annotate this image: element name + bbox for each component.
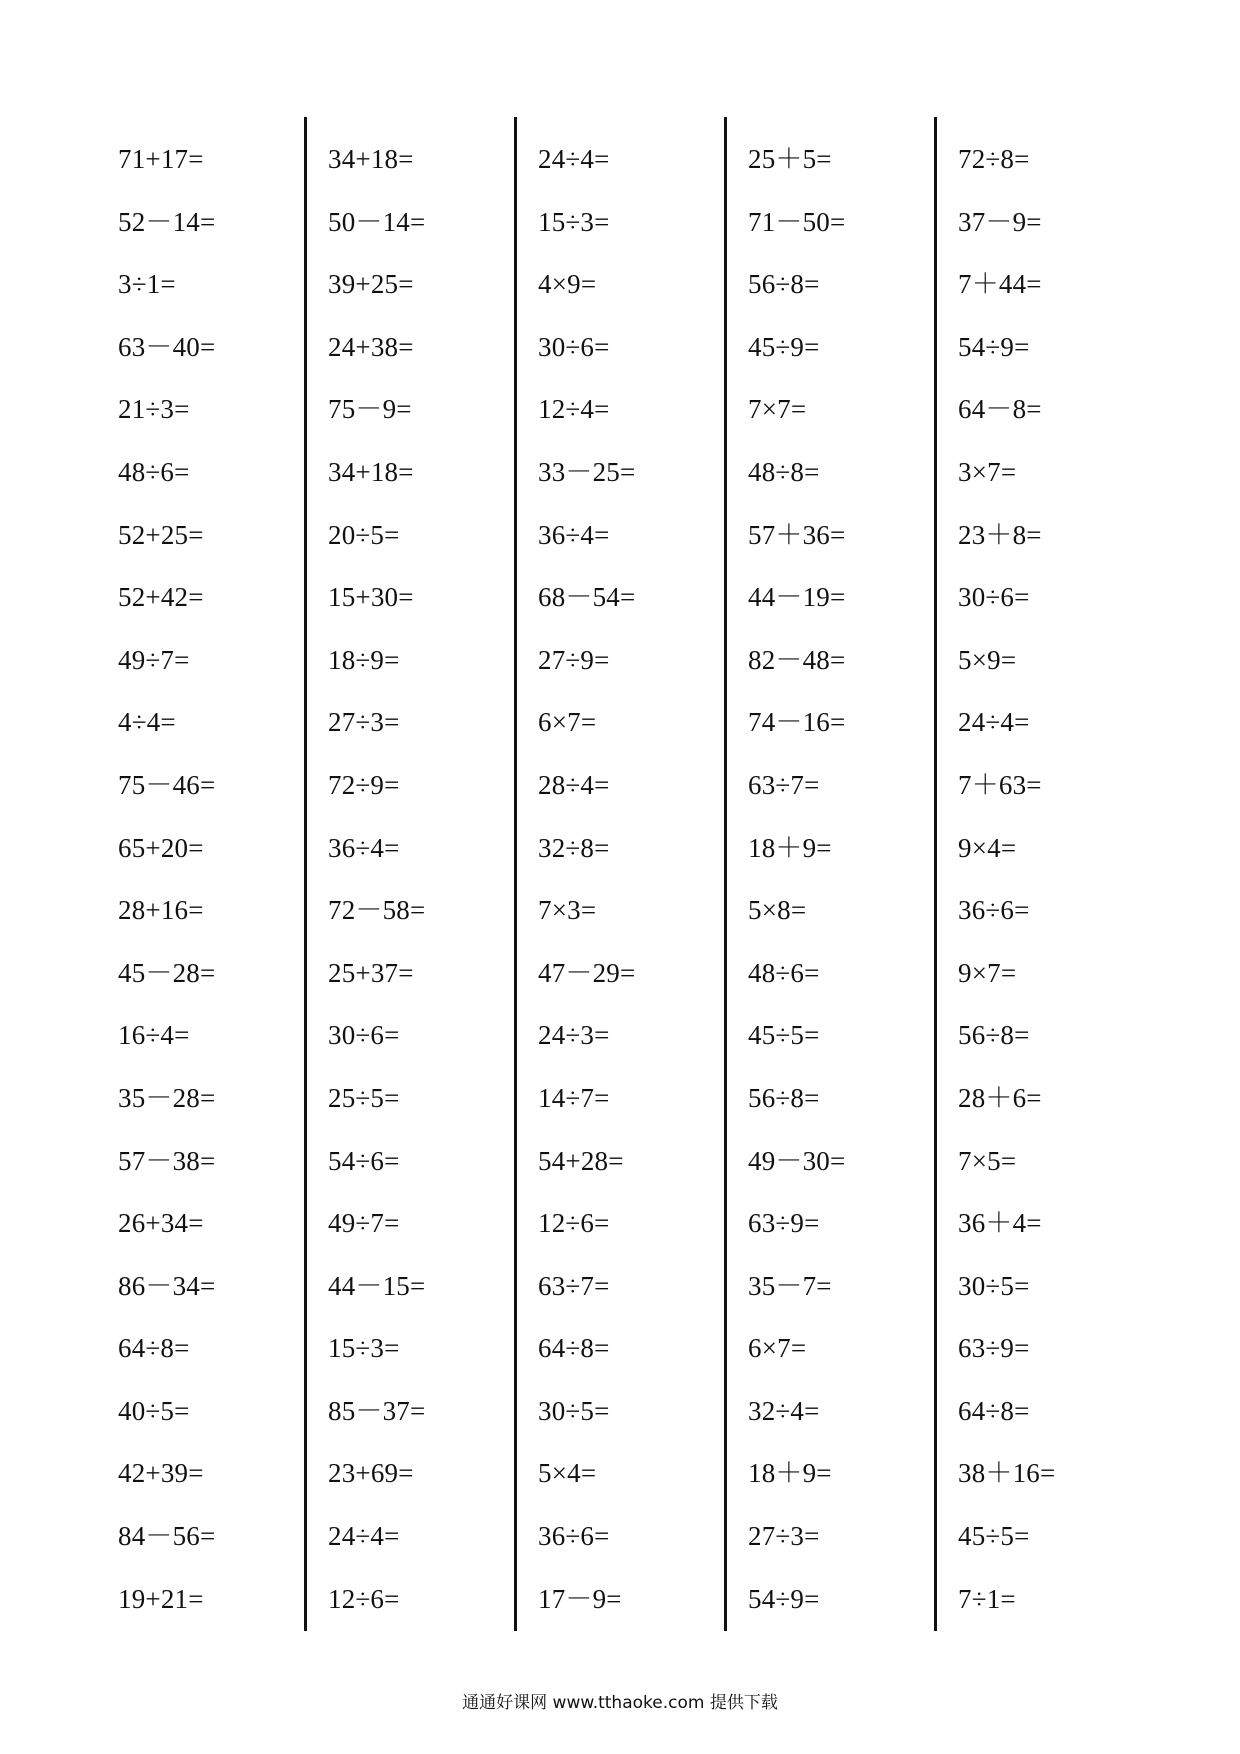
arithmetic-problem: 7＋63= (958, 769, 1042, 800)
arithmetic-problem: 64÷8= (958, 1395, 1030, 1426)
arithmetic-problem: 82－48= (748, 644, 846, 675)
arithmetic-problem: 39+25= (328, 269, 414, 300)
arithmetic-problem: 63÷9= (958, 1333, 1030, 1364)
arithmetic-problem: 36÷4= (328, 832, 400, 863)
arithmetic-problem: 35－7= (748, 1270, 832, 1301)
arithmetic-problem: 17－9= (538, 1583, 622, 1614)
arithmetic-problem: 30÷6= (538, 331, 610, 362)
arithmetic-problem: 38＋16= (958, 1458, 1056, 1489)
arithmetic-problem: 86－34= (118, 1270, 216, 1301)
arithmetic-problem: 71－50= (748, 206, 846, 237)
arithmetic-problem: 24÷4= (538, 144, 610, 174)
arithmetic-problem: 63÷7= (538, 1270, 610, 1301)
arithmetic-problem: 56÷8= (958, 1020, 1030, 1051)
arithmetic-problem: 18＋9= (748, 1458, 832, 1489)
arithmetic-problem: 49÷7= (118, 644, 190, 675)
arithmetic-problem: 24+38= (328, 331, 414, 362)
arithmetic-problem: 37－9= (958, 206, 1042, 237)
arithmetic-problem: 84－56= (118, 1521, 216, 1552)
arithmetic-problem: 6×7= (538, 707, 597, 738)
problem-column-4 (748, 128, 948, 1630)
arithmetic-problem: 6×7= (748, 1333, 807, 1364)
arithmetic-problem: 57－38= (118, 1145, 216, 1176)
arithmetic-problem: 15+30= (328, 582, 414, 613)
problem-column-5 (958, 128, 1158, 1630)
arithmetic-problem: 30÷6= (958, 582, 1030, 613)
arithmetic-problem: 27÷9= (538, 644, 610, 675)
arithmetic-problem: 30÷5= (538, 1395, 610, 1426)
arithmetic-problem: 48÷6= (118, 456, 190, 487)
problem-column-2 (328, 128, 528, 1630)
arithmetic-problem: 32÷8= (538, 832, 610, 863)
arithmetic-problem: 64÷8= (538, 1333, 610, 1364)
arithmetic-problem: 12÷6= (328, 1583, 400, 1614)
arithmetic-problem: 45÷5= (958, 1521, 1030, 1552)
problem-column-1 (118, 128, 318, 1630)
arithmetic-problem: 7×7= (748, 394, 807, 425)
arithmetic-problem: 24÷4= (328, 1521, 400, 1552)
arithmetic-problem: 14÷7= (538, 1082, 610, 1113)
arithmetic-problem: 36÷4= (538, 519, 610, 550)
arithmetic-problem: 26+34= (118, 1208, 204, 1239)
arithmetic-problem: 50－14= (328, 206, 426, 237)
arithmetic-problem: 7×3= (538, 895, 597, 926)
arithmetic-problem: 25+37= (328, 957, 414, 988)
arithmetic-problem: 33－25= (538, 456, 636, 487)
arithmetic-problem: 15÷3= (328, 1333, 400, 1364)
arithmetic-problem: 7＋44= (958, 269, 1042, 300)
arithmetic-problem: 45－28= (118, 957, 216, 988)
arithmetic-problem: 45÷5= (748, 1020, 820, 1051)
arithmetic-problem: 54+28= (538, 1145, 624, 1176)
arithmetic-problem: 3÷1= (118, 269, 176, 300)
arithmetic-problem: 36＋4= (958, 1208, 1042, 1239)
arithmetic-problem: 34+18= (328, 456, 414, 487)
arithmetic-problem: 63－40= (118, 331, 216, 362)
arithmetic-problem: 5×8= (748, 895, 807, 926)
arithmetic-problem: 19+21= (118, 1583, 204, 1614)
arithmetic-problem: 21÷3= (118, 394, 190, 425)
arithmetic-problem: 40÷5= (118, 1395, 190, 1426)
problem-column-3 (538, 128, 738, 1630)
arithmetic-problem: 35－28= (118, 1082, 216, 1113)
arithmetic-problem: 65+20= (118, 832, 204, 863)
footer-credit: 通通好课网 www.tthaoke.com 提供下载 (462, 1693, 778, 1713)
arithmetic-problem: 28÷4= (538, 769, 610, 800)
arithmetic-problem: 18÷9= (328, 644, 400, 675)
arithmetic-problem: 27÷3= (748, 1521, 820, 1552)
arithmetic-problem: 45÷9= (748, 331, 820, 362)
arithmetic-problem: 74－16= (748, 707, 846, 738)
arithmetic-problem: 30÷6= (328, 1020, 400, 1051)
arithmetic-problem: 7×5= (958, 1145, 1017, 1176)
arithmetic-problem: 48÷8= (748, 456, 820, 487)
arithmetic-problem: 9×4= (958, 832, 1017, 863)
arithmetic-problem: 44－19= (748, 582, 846, 613)
arithmetic-problem: 4×9= (538, 269, 597, 300)
arithmetic-problem: 28＋6= (958, 1082, 1042, 1113)
arithmetic-problem: 24÷4= (958, 707, 1030, 738)
arithmetic-problem: 56÷8= (748, 269, 820, 300)
arithmetic-problem: 3×7= (958, 456, 1017, 487)
arithmetic-problem: 9×7= (958, 957, 1017, 988)
arithmetic-problem: 71+17= (118, 144, 204, 174)
arithmetic-problem: 23+69= (328, 1458, 414, 1489)
arithmetic-problem: 49÷7= (328, 1208, 400, 1239)
arithmetic-problem: 68－54= (538, 582, 636, 613)
arithmetic-problem: 12÷4= (538, 394, 610, 425)
arithmetic-problem: 54÷9= (748, 1583, 820, 1614)
arithmetic-problem: 52+42= (118, 582, 204, 613)
arithmetic-problem: 4÷4= (118, 707, 176, 738)
arithmetic-problem: 36÷6= (538, 1521, 610, 1552)
arithmetic-problem: 75－46= (118, 769, 216, 800)
arithmetic-problem: 34+18= (328, 144, 414, 174)
arithmetic-problem: 63÷7= (748, 769, 820, 800)
arithmetic-problem: 5×4= (538, 1458, 597, 1489)
arithmetic-problem: 48÷6= (748, 957, 820, 988)
arithmetic-problem: 49－30= (748, 1145, 846, 1176)
arithmetic-problem: 28+16= (118, 895, 204, 926)
arithmetic-problem: 54÷9= (958, 331, 1030, 362)
arithmetic-problem: 57＋36= (748, 519, 846, 550)
arithmetic-problem: 25＋5= (748, 144, 832, 174)
arithmetic-problem: 85－37= (328, 1395, 426, 1426)
arithmetic-problem: 23＋8= (958, 519, 1042, 550)
arithmetic-problem: 42+39= (118, 1458, 204, 1489)
arithmetic-problem: 63÷9= (748, 1208, 820, 1239)
arithmetic-problem: 27÷3= (328, 707, 400, 738)
arithmetic-problem: 16÷4= (118, 1020, 190, 1051)
arithmetic-problem: 64÷8= (118, 1333, 190, 1364)
arithmetic-problem: 44－15= (328, 1270, 426, 1301)
arithmetic-problem: 5×9= (958, 644, 1017, 675)
arithmetic-problem: 36÷6= (958, 895, 1030, 926)
arithmetic-problem: 32÷4= (748, 1395, 820, 1426)
arithmetic-problem: 24÷3= (538, 1020, 610, 1051)
arithmetic-problem: 15÷3= (538, 206, 610, 237)
arithmetic-problem: 47－29= (538, 957, 636, 988)
arithmetic-problem: 7÷1= (958, 1583, 1016, 1614)
arithmetic-problem: 56÷8= (748, 1082, 820, 1113)
arithmetic-problem: 72÷9= (328, 769, 400, 800)
arithmetic-problem: 12÷6= (538, 1208, 610, 1239)
arithmetic-problem: 52－14= (118, 206, 216, 237)
arithmetic-problem: 72÷8= (958, 144, 1030, 174)
arithmetic-problem: 75－9= (328, 394, 412, 425)
arithmetic-problem: 64－8= (958, 394, 1042, 425)
arithmetic-problem: 52+25= (118, 519, 204, 550)
arithmetic-problem: 54÷6= (328, 1145, 400, 1176)
arithmetic-problem: 20÷5= (328, 519, 400, 550)
arithmetic-problem: 72－58= (328, 895, 426, 926)
arithmetic-problem: 25÷5= (328, 1082, 400, 1113)
arithmetic-problem: 18＋9= (748, 832, 832, 863)
arithmetic-problem: 30÷5= (958, 1270, 1030, 1301)
